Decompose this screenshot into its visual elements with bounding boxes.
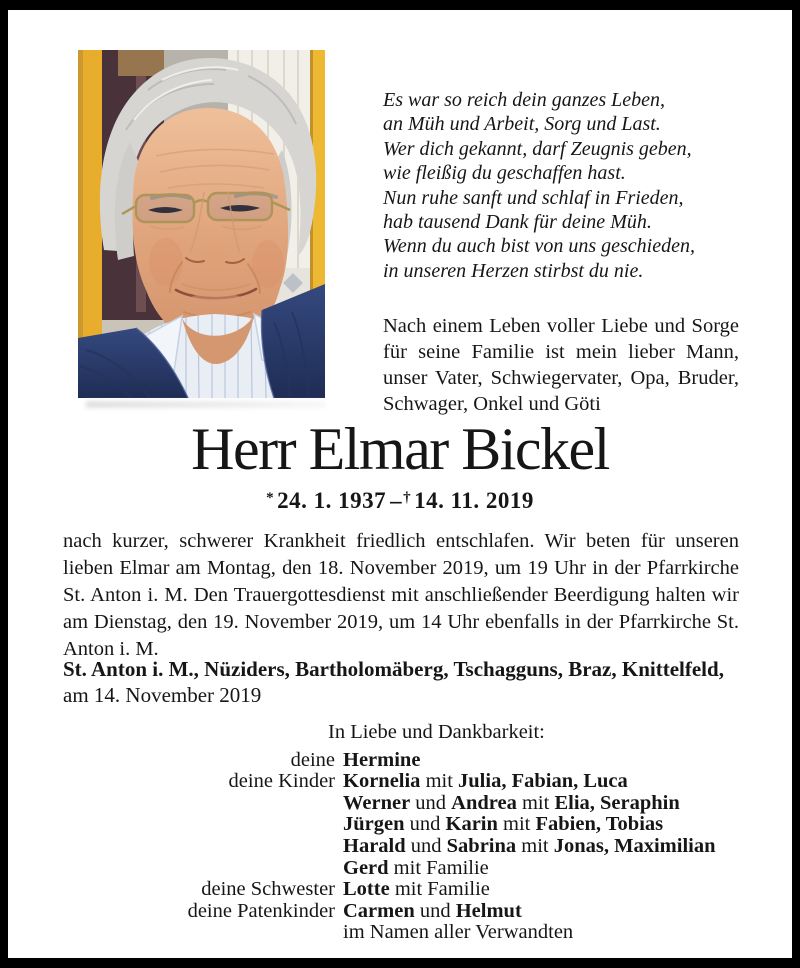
- family-member-name: Karin: [445, 813, 498, 836]
- family-connector-text: und: [410, 791, 452, 814]
- family-section: [63, 722, 743, 944]
- family-row-names: [343, 750, 743, 772]
- places-line: [63, 656, 739, 708]
- intro-paragraph: Nach einem Leben voller Liebe und Sorge für seine Familie ist mein lieber Mann, unser Vater, Schwiegervater, Opa, Bruder, Schwager, Onkel und Göti: [383, 315, 739, 415]
- family-connector-text: mit: [516, 834, 554, 857]
- family-row-names: [343, 922, 743, 944]
- family-member-name: Andrea: [451, 791, 517, 814]
- family-member-name: Kornelia: [343, 770, 421, 793]
- family-connector-text: mit Familie: [389, 878, 490, 901]
- family-row-label: [63, 814, 335, 836]
- family-row-names: [343, 858, 743, 880]
- family-row-names: [343, 814, 743, 836]
- family-member-name: Carmen: [343, 899, 415, 922]
- family-row: [63, 858, 743, 880]
- family-member-name: Jürgen: [343, 813, 405, 836]
- poem-line: Wenn du auch bist von uns geschieden,: [383, 235, 695, 258]
- family-row-label: deine Patenkinder: [187, 899, 335, 922]
- family-row-names: [343, 879, 743, 901]
- family-member-name: Harald: [343, 834, 406, 857]
- family-row-label: [63, 922, 335, 944]
- family-connector-text: und: [414, 899, 456, 922]
- family-row: [63, 771, 743, 793]
- poem-line: Wer dich gekannt, darf Zeugnis geben,: [383, 137, 692, 160]
- photo-drop-shadow: [86, 401, 326, 408]
- family-row-names: [343, 836, 743, 858]
- family-member-name: Sabrina: [446, 834, 517, 857]
- family-member-name: Jonas, Maximilian: [553, 834, 716, 857]
- notice-date: am 14. November 2019: [63, 683, 262, 707]
- family-row-names: [343, 793, 743, 815]
- places-list: St. Anton i. M., Nüziders, Bartholomäberg, Tschagguns, Braz, Knittelfeld,: [63, 657, 724, 681]
- family-member-name: Werner: [343, 791, 411, 814]
- family-connector-text: mit: [420, 770, 459, 793]
- family-connector-text: und: [405, 834, 447, 857]
- dagger-icon: †: [403, 490, 412, 506]
- family-row: [63, 793, 743, 815]
- family-row-label: [63, 836, 335, 858]
- poem-line: an Müh und Arbeit, Sorg und Last.: [383, 113, 661, 136]
- poem-line: Nun ruhe sanft und schlaf in Frieden,: [383, 186, 684, 209]
- poem-line: Es war so reich dein ganzes Leben,: [383, 89, 666, 111]
- family-member-name: Elia, Seraphin: [554, 791, 680, 814]
- family-connector-text: mit: [497, 813, 536, 836]
- announcement-paragraph: nach kurzer, schwerer Krankheit friedlich entschlafen. Wir beten für unseren lieben Elmar am Montag, den 18. November 2019, um 19 Uhr in der Pfarrkirche St. Anton i. M. Den Trauergottesdienst mit anschließender Beerdigung halten wir am Dienstag, den 19. November 2019, um 14 Uhr ebenfalls in der Pfarrkirche St. Anton i. M.: [63, 530, 739, 660]
- life-dates: [8, 488, 792, 514]
- family-row-label: [63, 858, 335, 880]
- death-date: 14. 11. 2019: [414, 488, 534, 513]
- obituary-page: [8, 10, 792, 958]
- family-row: [63, 901, 743, 923]
- portrait-illustration: [78, 50, 325, 398]
- family-connector-text: und: [404, 813, 446, 836]
- born-star-icon: *: [266, 490, 275, 506]
- family-member-name: Hermine: [343, 748, 421, 771]
- family-member-name: Lotte: [343, 878, 390, 901]
- family-connector-text: mit Familie: [388, 856, 489, 879]
- family-row: [63, 879, 743, 901]
- closing-heading: In Liebe und Dankbarkeit:: [328, 721, 545, 743]
- poem-line: hab tausend Dank für deine Müh.: [383, 211, 652, 234]
- dates-separator: –: [390, 488, 403, 513]
- birth-date: 24. 1. 1937: [277, 488, 387, 513]
- family-row: [63, 750, 743, 772]
- poem-line: in unseren Herzen stirbst du nie.: [383, 259, 644, 282]
- family-row: [63, 922, 743, 944]
- family-member-name: Gerd: [343, 856, 389, 879]
- family-member-name: Fabien, Tobias: [535, 813, 664, 836]
- family-row-names: [343, 901, 743, 923]
- memorial-poem: [383, 88, 743, 283]
- deceased-name: Herr Elmar Bickel: [191, 416, 609, 482]
- family-row: [63, 814, 743, 836]
- portrait-photo: [78, 50, 325, 398]
- family-connector-text: mit: [516, 791, 555, 814]
- family-row-label: deine Kinder: [228, 770, 335, 793]
- family-row-names: [343, 771, 743, 793]
- family-member-name: Helmut: [455, 899, 522, 922]
- family-row: [63, 836, 743, 858]
- family-row-label: [63, 793, 335, 815]
- family-member-name: Julia, Fabian, Luca: [458, 770, 628, 793]
- family-row-label: deine: [290, 748, 335, 771]
- family-row-label: deine Schwester: [201, 878, 335, 901]
- family-connector-text: im Namen aller Verwandten: [343, 921, 574, 944]
- poem-line: wie fleißig du geschaffen hast.: [383, 162, 626, 185]
